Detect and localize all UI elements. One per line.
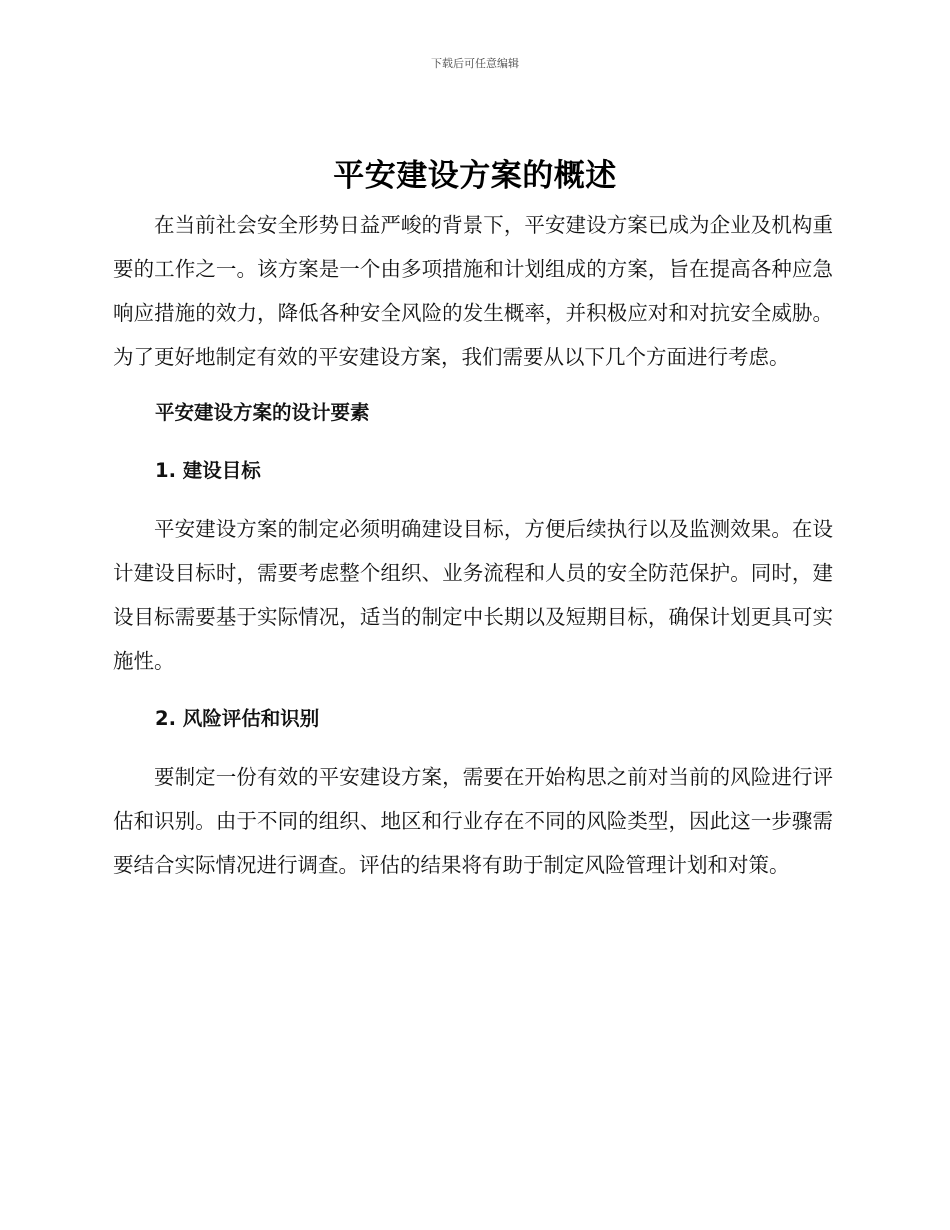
header-note: 下载后可任意编辑 — [431, 57, 519, 70]
item-heading-risk: 2. 风险评估和识别 — [155, 707, 320, 730]
section-heading: 平安建设方案的设计要素 — [155, 401, 370, 424]
page-title: 平安建设方案的概述 — [333, 158, 617, 194]
intro-paragraph: 在当前社会安全形势日益严峻的背景下，平安建设方案已成为企业及机构重要的工作之一。该方案是一个由多项措施和计划组成的方案，旨在提高各种应急响应措施的效力，降低各种安全风险的发生概率，并积极应对和对抗安全威胁。为了更好地制定有效的平安建设方案，我们需要从以下几个方面进行考虑。 — [113, 213, 833, 369]
item-paragraph-risk: 要制定一份有效的平安建设方案，需要在开始构思之前对当前的风险进行评估和识别。由于不同的组织、地区和行业存在不同的风险类型，因此这一步骤需要结合实际情况进行调查。评估的结果将有助于制定风险管理计划和对策。 — [113, 765, 833, 877]
document-body — [113, 203, 833, 887]
item-paragraph-goals: 平安建设方案的制定必须明确建设目标，方便后续执行以及监测效果。在设计建设目标时，需要考虑整个组织、业务流程和人员的安全防范保护。同时，建设目标需要基于实际情况，适当的制定中长期以及短期目标，确保计划更具可实施性。 — [113, 517, 833, 673]
item-heading-goals: 1. 建设目标 — [155, 459, 261, 482]
